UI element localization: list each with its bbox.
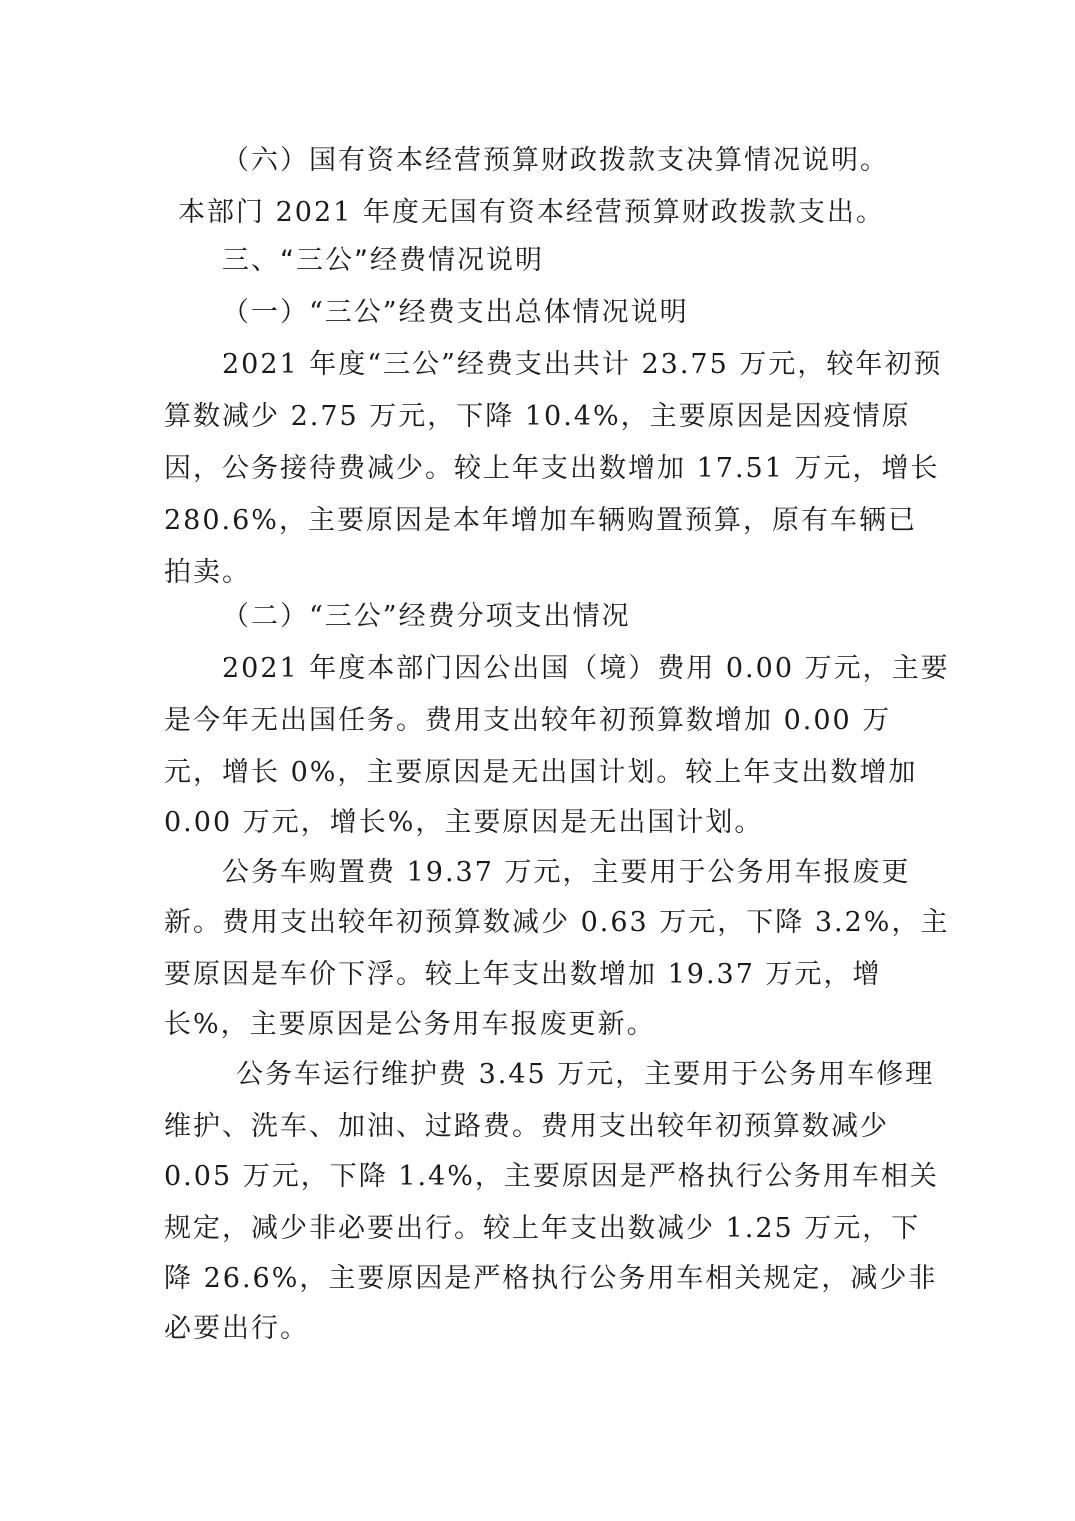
paragraph-line: 本部门 2021 年度无国有资本经营预算财政拨款支出。 bbox=[178, 197, 885, 228]
paragraph-line: 2021 年度“三公”经费支出共计 23.75 万元，较年初预 bbox=[222, 349, 943, 380]
paragraph-line: 拍卖。 bbox=[164, 557, 251, 588]
paragraph-line: 280.6%，主要原因是本年增加车辆购置预算，原有车辆已 bbox=[164, 505, 917, 536]
paragraph-line: 必要出行。 bbox=[164, 1313, 309, 1344]
paragraph-line: 2021 年度本部门因公出国（境）费用 0.00 万元，主要 bbox=[222, 653, 950, 684]
paragraph-line: 降 26.6%，主要原因是严格执行公务用车相关规定，减少非 bbox=[164, 1263, 938, 1294]
paragraph-line: 元，增长 0%，主要原因是无出国计划。较上年支出数增加 bbox=[164, 757, 918, 788]
paragraph-line: 公务车购置费 19.37 万元，主要用于公务用车报废更 bbox=[222, 857, 911, 888]
paragraph-line: 规定，减少非必要出行。较上年支出数减少 1.25 万元，下 bbox=[164, 1213, 921, 1244]
subsection-heading-1: （一）“三公”经费支出总体情况说明 bbox=[222, 297, 689, 328]
paragraph-line: 算数减少 2.75 万元，下降 10.4%，主要原因是因疫情原 bbox=[164, 401, 911, 432]
paragraph-line: 因，公务接待费减少。较上年支出数增加 17.51 万元，增长 bbox=[164, 453, 940, 484]
paragraph-line: 要原因是车价下浮。较上年支出数增加 19.37 万元，增 bbox=[164, 959, 882, 990]
paragraph-line: 0.00 万元，增长%，主要原因是无出国计划。 bbox=[164, 807, 764, 838]
paragraph-line: 0.05 万元，下降 1.4%，主要原因是严格执行公务用车相关 bbox=[164, 1161, 939, 1192]
paragraph-line: 新。费用支出较年初预算数减少 0.63 万元，下降 3.2%，主 bbox=[164, 907, 950, 938]
paragraph-line: 维护、洗车、加油、过路费。费用支出较年初预算数减少 bbox=[164, 1111, 889, 1142]
section-heading-6: （六）国有资本经营预算财政拨款支决算情况说明。 bbox=[222, 145, 889, 176]
section-heading-3: 三、“三公”经费情况说明 bbox=[222, 245, 544, 276]
paragraph-line: 长%，主要原因是公务用车报废更新。 bbox=[164, 1009, 656, 1040]
subsection-heading-2: （二）“三公”经费分项支出情况 bbox=[222, 601, 631, 632]
paragraph-line: 公务车运行维护费 3.45 万元，主要用于公务用车修理 bbox=[236, 1059, 935, 1090]
paragraph-line: 是今年无出国任务。费用支出较年初预算数增加 0.00 万 bbox=[164, 705, 892, 736]
